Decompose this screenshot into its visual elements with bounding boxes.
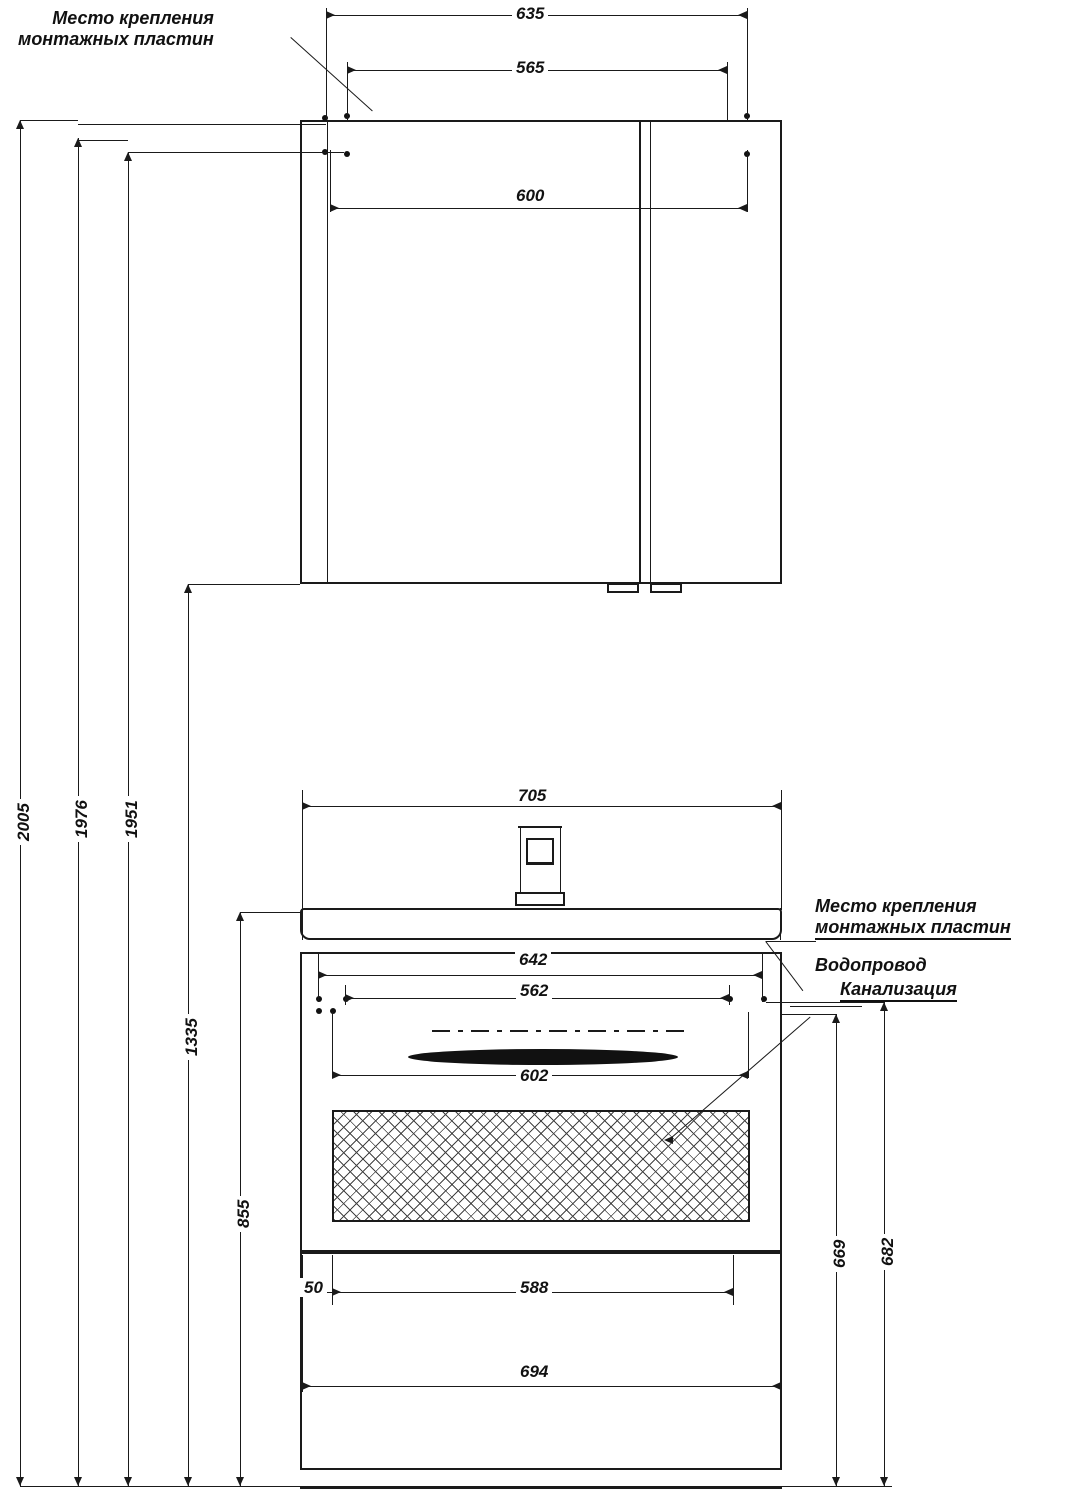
mirror-mount-dot-5 — [344, 151, 350, 157]
mirror-handle-left — [607, 583, 639, 593]
dim-arrow-565-left — [347, 66, 356, 74]
dim-arrow-588-right — [724, 1288, 733, 1296]
dim-label-1976: 1976 — [72, 796, 91, 842]
ext-line-669-bottom — [782, 1486, 892, 1487]
ext-line-635-right — [747, 8, 748, 120]
mirror-mount-dot-1 — [322, 115, 328, 121]
dim-arrow-1951-bottom — [124, 1477, 132, 1486]
ext-line-2005-bottom — [20, 1486, 300, 1487]
leader-water-sewer-horiz — [790, 1006, 862, 1007]
note-sewerage-label: Канализация — [840, 979, 957, 1002]
mirror-handle-right — [650, 583, 682, 593]
dim-label-635: 635 — [512, 4, 548, 23]
washbasin-ellipse — [408, 1049, 678, 1065]
dim-label-855: 855 — [234, 1196, 253, 1232]
countertop-left-edge — [302, 908, 303, 940]
dim-line-705 — [302, 806, 781, 807]
dim-arrow-602-left — [332, 1071, 341, 1079]
note-mount-plates-top-line2: монтажных пластин — [18, 29, 214, 49]
ext-line-669-top — [782, 1014, 836, 1015]
dim-arrow-642-right — [753, 971, 762, 979]
ext-line-642-right — [762, 952, 763, 1002]
cabinet-mount-dot-5 — [316, 1008, 322, 1014]
note-mount-plates-bottom-line1: Место крепления — [815, 896, 977, 916]
faucet-top-bar — [518, 826, 562, 828]
dim-arrow-855-bottom — [236, 1477, 244, 1486]
floor-line — [300, 1486, 782, 1489]
dim-label-705: 705 — [514, 786, 550, 805]
ref-line-mirror-top — [78, 124, 326, 125]
dim-label-588: 588 — [516, 1278, 552, 1297]
dim-arrow-705-left — [302, 802, 311, 810]
dim-arrow-682-bottom — [880, 1477, 888, 1486]
dim-label-602: 602 — [516, 1066, 552, 1085]
ext-line-694-left — [302, 1300, 303, 1392]
dim-label-682: 682 — [878, 1234, 897, 1270]
leader-water-sewer-arrow — [664, 1136, 673, 1144]
mirror-right-door-edge — [650, 122, 651, 582]
dim-arrow-1335-top — [184, 584, 192, 593]
note-mount-plates-bottom-line2: монтажных пластин — [815, 917, 1011, 940]
ext-line-705-right — [781, 790, 782, 910]
dim-label-50: 50 — [300, 1278, 327, 1297]
dim-arrow-635-right — [738, 11, 747, 19]
dim-arrow-2005-bottom — [16, 1477, 24, 1486]
dim-arrow-565-right — [718, 66, 727, 74]
dim-label-600: 600 — [512, 186, 548, 205]
dim-line-642 — [318, 975, 762, 976]
faucet-base — [515, 892, 565, 906]
faucet-spout — [526, 838, 554, 864]
ext-line-682-top — [766, 1002, 884, 1003]
dim-arrow-682-top — [880, 1002, 888, 1011]
dim-arrow-855-top — [236, 912, 244, 921]
dim-arrow-1976-bottom — [74, 1477, 82, 1486]
ref-line-mirror-mount — [128, 152, 344, 153]
dim-label-2005: 2005 — [14, 799, 33, 845]
countertop-outline — [300, 908, 782, 940]
dim-arrow-1951-top — [124, 152, 132, 161]
dim-arrow-1335-bottom — [184, 1477, 192, 1486]
dim-label-565: 565 — [512, 58, 548, 77]
dim-arrow-562-left — [345, 994, 354, 1002]
note-mount-plates-bottom — [815, 896, 1011, 940]
dim-arrow-600-right — [738, 204, 747, 212]
dim-label-562: 562 — [516, 981, 552, 1000]
ext-line-588-right — [733, 1255, 734, 1305]
dim-label-1335: 1335 — [182, 1014, 201, 1060]
cabinet-mount-dot-1 — [316, 996, 322, 1002]
ext-line-600-right — [747, 150, 748, 212]
dim-arrow-694-right — [772, 1382, 781, 1390]
ext-line-694-right — [781, 1300, 782, 1392]
note-sewerage — [840, 979, 957, 1002]
ext-line-1335-top — [188, 584, 300, 585]
ext-line-600-left — [330, 150, 331, 212]
countertop-right-edge — [780, 908, 781, 940]
dim-arrow-562-right — [720, 994, 729, 1002]
note-water-supply-label: Водопровод — [815, 955, 927, 975]
mirror-door-split — [639, 120, 641, 584]
leader-mount-plates-bottom — [766, 941, 816, 942]
note-mount-plates-top-line1: Место крепления — [52, 8, 214, 28]
ext-line-855-top — [240, 912, 300, 913]
dim-arrow-669-top — [832, 1014, 840, 1023]
dim-arrow-694-left — [302, 1382, 311, 1390]
dim-line-694 — [302, 1386, 781, 1387]
cabinet-mount-dot-6 — [330, 1008, 336, 1014]
dim-arrow-705-right — [772, 802, 781, 810]
ext-line-562-right — [729, 985, 730, 1005]
leader-line-top-note — [290, 37, 372, 111]
ext-line-602-left — [332, 1012, 333, 1078]
note-water-supply — [815, 955, 927, 976]
dim-label-669: 669 — [830, 1236, 849, 1272]
dim-label-694: 694 — [516, 1362, 552, 1381]
note-mount-plates-top — [18, 8, 214, 50]
dim-label-1951: 1951 — [122, 796, 141, 842]
dim-arrow-669-bottom — [832, 1477, 840, 1486]
faucet-neck-line — [526, 864, 554, 865]
hidden-centerline — [432, 1030, 686, 1032]
dim-arrow-600-left — [330, 204, 339, 212]
dim-line-600 — [330, 208, 747, 209]
dim-arrow-635-left — [326, 11, 335, 19]
ext-line-565-right — [727, 62, 728, 120]
dim-label-642: 642 — [515, 950, 551, 969]
ext-line-635-left — [326, 8, 327, 120]
ext-line-588-left — [332, 1255, 333, 1305]
ext-line-1976-top — [78, 140, 128, 141]
mirror-left-door-edge — [327, 122, 328, 582]
drawer-hatched-area — [332, 1110, 750, 1222]
dim-arrow-642-left — [318, 971, 327, 979]
dim-arrow-2005-top — [16, 120, 24, 129]
ext-line-2005-top — [20, 120, 78, 121]
